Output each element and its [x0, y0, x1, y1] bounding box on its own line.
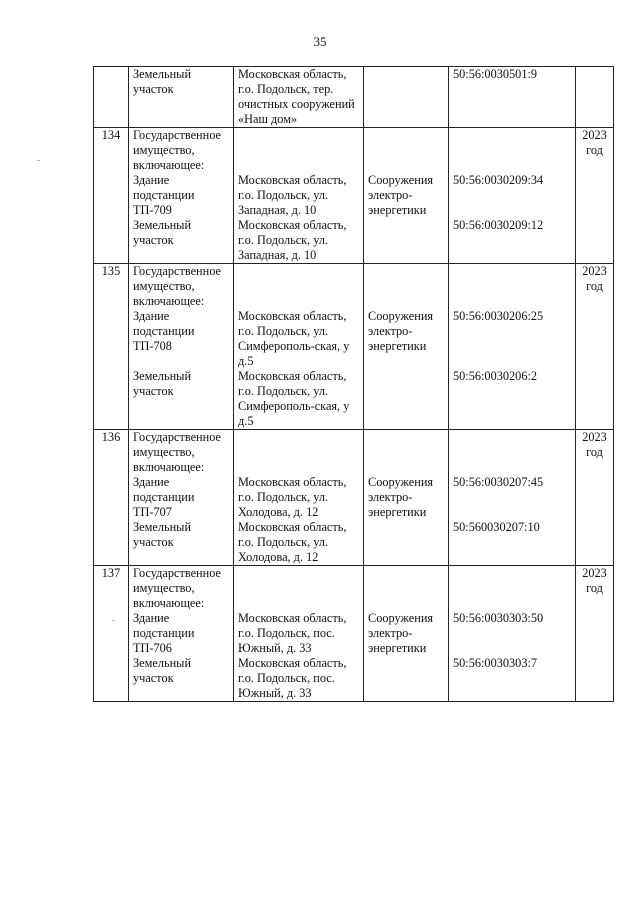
table-row	[94, 173, 614, 218]
table-row	[94, 566, 614, 612]
table-row	[94, 218, 614, 264]
year-cell	[576, 611, 614, 656]
object-type-cell: Сооружения электро-энергетики	[364, 173, 449, 218]
row-number-cell	[94, 520, 129, 566]
table-row	[94, 475, 614, 520]
object-type-cell	[364, 566, 449, 612]
year-cell	[576, 656, 614, 702]
cadastral-number-cell: 50:560030207:10	[449, 520, 576, 566]
year-cell	[576, 67, 614, 128]
table-row	[94, 309, 614, 369]
object-type-cell	[364, 430, 449, 476]
row-number-cell: 137	[94, 566, 129, 612]
table-row	[94, 430, 614, 476]
scan-speck	[37, 160, 40, 161]
address-cell: Московская область, г.о. Подольск, ул. Холодова, д. 12	[234, 475, 364, 520]
address-cell	[234, 264, 364, 310]
object-type-cell: Сооружения электро-энергетики	[364, 611, 449, 656]
year-cell: 2023 год	[576, 566, 614, 612]
cadastral-number-cell: 50:56:0030206:25	[449, 309, 576, 369]
cadastral-number-cell: 50:56:0030501:9	[449, 67, 576, 128]
object-name-cell: Земельный участок	[129, 369, 234, 430]
object-name-cell: Здание подстанции ТП-707	[129, 475, 234, 520]
object-name-cell: Здание подстанции ТП-709	[129, 173, 234, 218]
cadastral-number-cell: 50:56:0030303:50	[449, 611, 576, 656]
table-row	[94, 520, 614, 566]
address-cell	[234, 430, 364, 476]
object-name-cell: Земельный участок	[129, 520, 234, 566]
year-cell	[576, 173, 614, 218]
page-number: 35	[313, 34, 327, 49]
table-row	[94, 611, 614, 656]
row-number-cell	[94, 656, 129, 702]
year-cell: 2023 год	[576, 264, 614, 310]
object-type-cell	[364, 128, 449, 174]
year-cell	[576, 369, 614, 430]
row-number-cell	[94, 369, 129, 430]
object-type-cell	[364, 67, 449, 128]
table-row	[94, 128, 614, 174]
object-name-cell: Земельный участок	[129, 67, 234, 128]
row-number-cell	[94, 611, 129, 656]
row-number-cell	[94, 218, 129, 264]
year-cell: 2023 год	[576, 128, 614, 174]
object-name-cell: Здание подстанции ТП-706	[129, 611, 234, 656]
cadastral-number-cell	[449, 430, 576, 476]
row-number-cell: 136	[94, 430, 129, 476]
row-number-cell	[94, 67, 129, 128]
year-cell	[576, 309, 614, 369]
row-number-cell: 134	[94, 128, 129, 174]
address-cell: Московская область, г.о. Подольск, ул. Западная, д. 10	[234, 173, 364, 218]
year-cell: 2023 год	[576, 430, 614, 476]
row-number-cell	[94, 475, 129, 520]
object-type-cell: Сооружения электро-энергетики	[364, 309, 449, 369]
cadastral-number-cell: 50:56:0030207:45	[449, 475, 576, 520]
table-row	[94, 369, 614, 430]
object-type-cell	[364, 656, 449, 702]
year-cell	[576, 520, 614, 566]
object-type-cell	[364, 369, 449, 430]
address-cell	[234, 566, 364, 612]
cadastral-number-cell	[449, 128, 576, 174]
object-name-cell: Государственное имущество, включающее:	[129, 128, 234, 174]
table-row	[94, 264, 614, 310]
address-cell: Московская область, г.о. Подольск, пос. Южный, д. 33	[234, 611, 364, 656]
object-name-cell: Земельный участок	[129, 218, 234, 264]
property-register-table	[93, 66, 614, 702]
year-cell	[576, 475, 614, 520]
table-row	[94, 67, 614, 128]
row-number-cell: 135	[94, 264, 129, 310]
address-cell: Московская область, г.о. Подольск, ул. Западная, д. 10	[234, 218, 364, 264]
scan-speck	[112, 620, 115, 621]
cadastral-number-cell: 50:56:0030209:34	[449, 173, 576, 218]
cadastral-number-cell	[449, 264, 576, 310]
row-number-cell	[94, 173, 129, 218]
object-name-cell: Здание подстанции ТП-708	[129, 309, 234, 369]
address-cell: Московская область, г.о. Подольск, ул. Симферополь-ская, у д.5	[234, 369, 364, 430]
cadastral-number-cell: 50:56:0030303:7	[449, 656, 576, 702]
table-row	[94, 656, 614, 702]
object-type-cell	[364, 218, 449, 264]
address-cell: Московская область, г.о. Подольск, ул. Симферополь-ская, у д.5	[234, 309, 364, 369]
cadastral-number-cell	[449, 566, 576, 612]
address-cell: Московская область, г.о. Подольск, тер. очистных сооружений «Наш дом»	[234, 67, 364, 128]
object-name-cell: Земельный участок	[129, 656, 234, 702]
object-name-cell: Государственное имущество, включающее:	[129, 430, 234, 476]
address-cell: Московская область, г.о. Подольск, пос. Южный, д. 33	[234, 656, 364, 702]
address-cell: Московская область, г.о. Подольск, ул. Холодова, д. 12	[234, 520, 364, 566]
cadastral-number-cell: 50:56:0030209:12	[449, 218, 576, 264]
cadastral-number-cell: 50:56:0030206:2	[449, 369, 576, 430]
row-number-cell	[94, 309, 129, 369]
object-name-cell: Государственное имущество, включающее:	[129, 264, 234, 310]
object-name-cell: Государственное имущество, включающее:	[129, 566, 234, 612]
object-type-cell	[364, 520, 449, 566]
year-cell	[576, 218, 614, 264]
object-type-cell: Сооружения электро-энергетики	[364, 475, 449, 520]
address-cell	[234, 128, 364, 174]
object-type-cell	[364, 264, 449, 310]
